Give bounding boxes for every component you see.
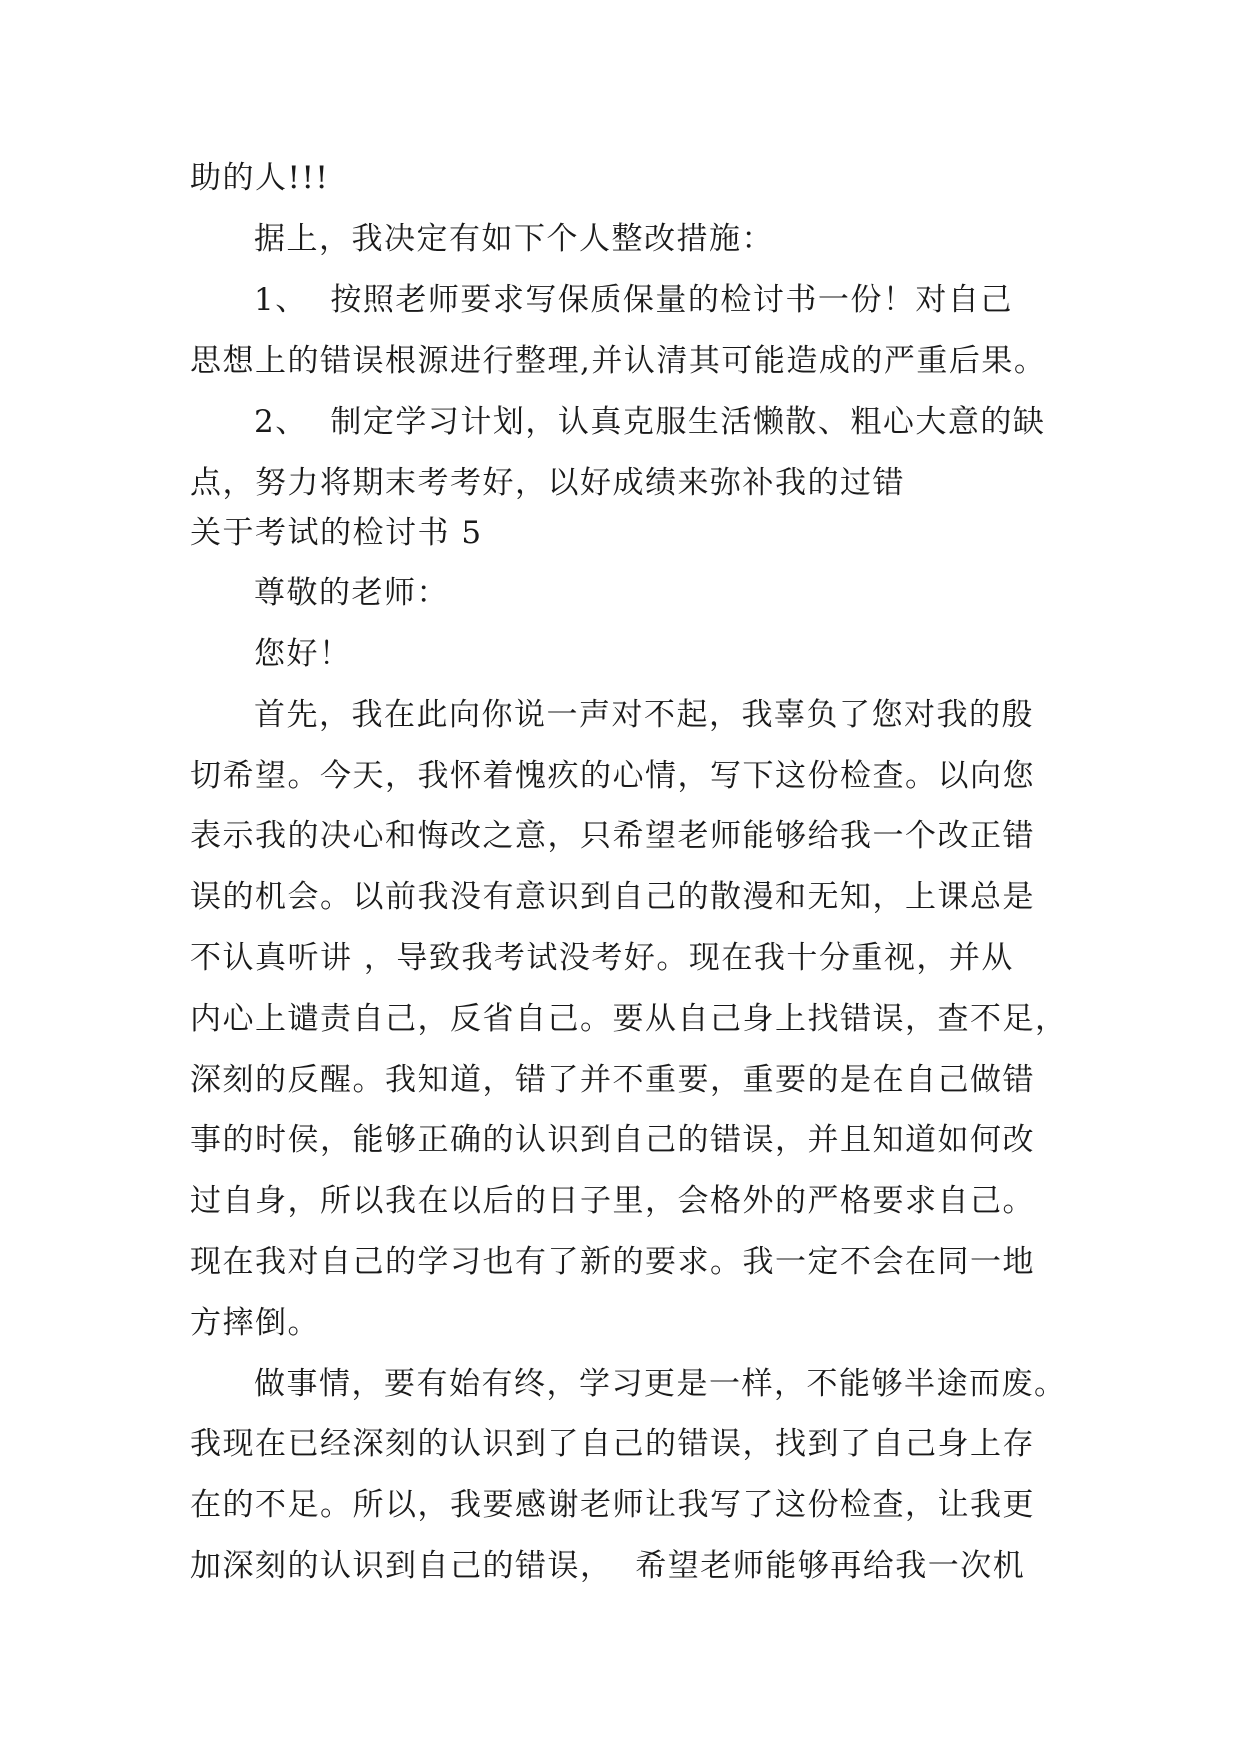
paragraph-1-line-4: 误的机会。以前我没有意识到自己的散漫和无知，上课总是: [190, 879, 1035, 915]
paragraph-1-line-2: 切希望。今天，我怀着愧疚的心情，写下这份检查。以向您: [190, 758, 1035, 794]
paragraph-2-line-3: 在的不足。所以，我要感谢老师让我写了这份检查，让我更: [190, 1487, 1035, 1523]
list-item-1-line-1: 1、 按照老师要求写保质保量的检讨书一份！对自己: [254, 282, 1013, 318]
list-item-1-line-2: 思想上的错误根源进行整理,并认清其可能造成的严重后果。: [190, 343, 1047, 379]
text-line-1: 助的人!!!: [190, 160, 330, 196]
paragraph-1-line-9: 过自身，所以我在以后的日子里，会格外的严格要求自己。: [190, 1183, 1035, 1219]
paragraph-2-line-1: 做事情，要有始有终，学习更是一样，不能够半途而废。: [254, 1366, 1067, 1402]
paragraph-1-line-6: 内心上谴责自己，反省自己。要从自己身上找错误，查不足，: [190, 1001, 1068, 1037]
paragraph-1-line-5: 不认真听讲 ，导致我考试没考好。现在我十分重视，并从: [190, 940, 1014, 976]
list-item-2-line-1: 2、 制定学习计划，认真克服生活懒散、粗心大意的缺: [254, 404, 1046, 440]
paragraph-1-line-7: 深刻的反醒。我知道，错了并不重要，重要的是在自己做错: [190, 1062, 1035, 1098]
paragraph-1-line-1: 首先，我在此向你说一声对不起，我辜负了您对我的殷: [254, 697, 1034, 733]
text-line-2: 据上，我决定有如下个人整改措施：: [254, 221, 774, 257]
paragraph-1-line-11: 方摔倒。: [190, 1305, 320, 1341]
list-item-2-line-2: 点，努力将期末考考好，以好成绩来弥补我的过错: [190, 465, 905, 501]
section-heading: 关于考试的检讨书 5: [190, 515, 483, 551]
paragraph-1-line-10: 现在我对自己的学习也有了新的要求。我一定不会在同一地: [190, 1244, 1035, 1280]
paragraph-2-line-2: 我现在已经深刻的认识到了自己的错误，找到了自己身上存: [190, 1426, 1035, 1462]
salutation: 尊敬的老师：: [254, 575, 449, 611]
paragraph-2-line-4: 加深刻的认识到自己的错误， 希望老师能够再给我一次机: [190, 1548, 1026, 1584]
greeting: 您好！: [254, 636, 352, 672]
paragraph-1-line-8: 事的时侯，能够正确的认识到自己的错误，并且知道如何改: [190, 1122, 1035, 1158]
paragraph-1-line-3: 表示我的决心和悔改之意，只希望老师能够给我一个改正错: [190, 818, 1035, 854]
